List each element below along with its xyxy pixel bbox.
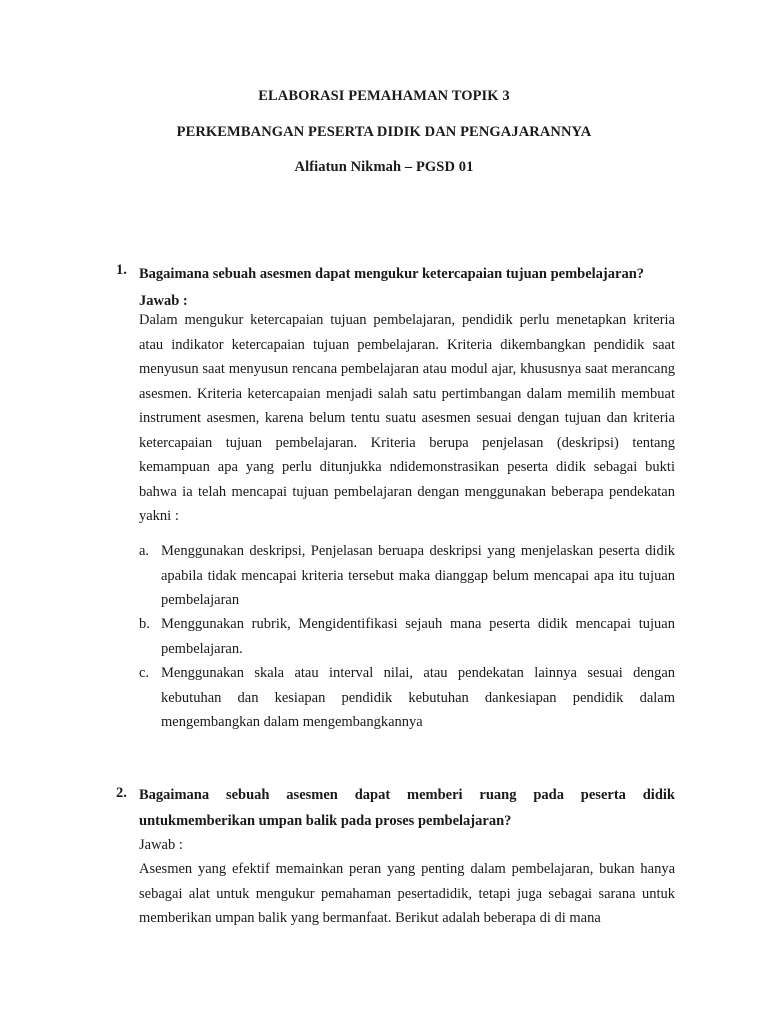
list-item-marker: c. — [139, 665, 150, 681]
document-subtitle: PERKEMBANGAN PESERTA DIDIK DAN PENGAJARANNYA — [176, 124, 592, 140]
question-2-answer-label: Jawab : — [139, 837, 183, 853]
question-2-answer: Asesmen yang efektif memainkan peran yang penting dalam pembelajaran, bukan hanya sebagai alat untuk mengukur pemahaman pesertadidik, tetapi juga sebagai sarana untuk memberikan umpan balik yang bermanfaat. Berikut adalah beberapa di di mana — [139, 861, 675, 926]
list-item-marker: a. — [139, 543, 150, 559]
document-title: ELABORASI PEMAHAMAN TOPIK 3 — [258, 88, 510, 104]
list-item-text: Menggunakan rubrik, Mengidentifikasi sejauh mana peserta didik mencapai tujuan pembelajaran. — [161, 616, 675, 657]
list-item-text: Menggunakan deskripsi, Penjelasan beruapa deskripsi yang menjelaskan peserta didik apabila tidak mencapai kriteria tersebut maka dianggap belum mencapai apa itu tujuan pembelajaran — [161, 543, 675, 608]
list-item-marker: b. — [139, 616, 150, 632]
list-item-text: Menggunakan skala atau interval nilai, atau pendekatan lainnya sesuai dengan kebutuhan dan kesiapan pendidik kebutuhan dankesiapan pendidik dalam mengembangkan dalam mengembangkannya — [161, 665, 675, 730]
question-1-answer: Dalam mengukur ketercapaian tujuan pembelajaran, pendidik perlu menetapkan kriteria atau indikator ketercapaian tujuan pembelajaran. Kriteria dikembangkan pendidik saat menyusun saat menyusun rencana pembelajaran atau modul ajar, khususnya saat merancang asesmen. Kriteria ketercapaian menjadi salah satu pertimbangan dalam memilih membuat instrument asesmen, karena belum tentu suatu asesmen sesuai dengan tujuan dan kriteria ketercapaian tujuan pembelajaran. Kriteria berupa penjelasan (deskripsi) tentang kemampuan apa yang perlu ditunjukka ndidemonstrasikan peserta didik sebagai bukti bahwa ia telah mencapai tujuan pembelajaran dengan menggunakan beberapa pendekatan yakni : — [139, 312, 675, 524]
document-author: Alfiatun Nikmah – PGSD 01 — [294, 159, 474, 175]
list-item — [139, 661, 675, 735]
question-2-number: 2. — [116, 785, 127, 801]
question-1-number: 1. — [116, 262, 127, 278]
list-item — [139, 539, 675, 613]
question-1-answer-label: Jawab : — [139, 293, 188, 309]
question-2-text: Bagaimana sebuah asesmen dapat memberi ruang pada peserta didik untukmemberikan umpan balik pada proses pembelajaran? — [139, 787, 675, 829]
list-item — [139, 612, 675, 661]
question-1-text: Bagaimana sebuah asesmen dapat mengukur ketercapaian tujuan pembelajaran? — [139, 266, 645, 282]
